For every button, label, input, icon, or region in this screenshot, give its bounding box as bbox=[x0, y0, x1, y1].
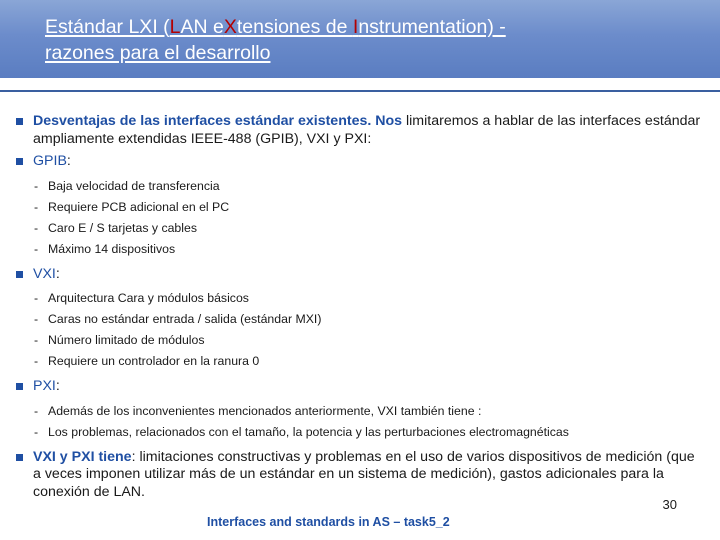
gpib-label: GPIB bbox=[33, 153, 67, 169]
pxi-list bbox=[14, 401, 704, 443]
title-line-1 bbox=[45, 16, 506, 38]
list-item: - Los problemas, relacionados con el tamaño, la potencia y las perturbaciones electromagnéticas bbox=[34, 422, 704, 443]
title-part: nstrumentation) - bbox=[358, 16, 506, 38]
bullet-pxi: PXI: bbox=[14, 378, 704, 396]
dash-icon: - bbox=[34, 199, 39, 214]
bullet-final bbox=[14, 449, 704, 502]
list-item: - Además de los inconvenientes mencionados anteriormente, VXI también tiene : bbox=[34, 401, 704, 422]
list-item: - Número limitado de módulos bbox=[34, 330, 704, 351]
slide-title bbox=[45, 14, 506, 66]
title-bar bbox=[0, 0, 720, 78]
intro-bold: Desventajas de las interfaces estándar existentes. Nos bbox=[33, 113, 403, 129]
title-part-highlight: X bbox=[223, 16, 237, 38]
title-divider bbox=[0, 90, 720, 92]
final-bold: VXI y PXI tiene bbox=[33, 448, 132, 465]
vxi-label: VXI bbox=[33, 265, 56, 282]
dash-icon: - bbox=[34, 178, 39, 193]
bullet-square-icon bbox=[16, 383, 23, 390]
gpib-list bbox=[14, 176, 704, 260]
list-item: - Caro E / S tarjetas y cables bbox=[34, 218, 704, 239]
title-part-highlight: L bbox=[169, 16, 181, 38]
title-part: Estándar LXI ( bbox=[45, 16, 170, 38]
bullet-intro bbox=[14, 113, 704, 148]
dash-icon: - bbox=[34, 354, 39, 368]
dash-icon: - bbox=[34, 220, 39, 235]
list-item: - Caras no estándar entrada / salida (estándar MXI) bbox=[34, 309, 704, 330]
bullet-square-icon bbox=[16, 158, 23, 165]
bullet-vxi: VXI: bbox=[14, 266, 704, 284]
title-part: AN e bbox=[180, 16, 224, 38]
dash-icon: - bbox=[34, 424, 39, 439]
bullet-square-icon bbox=[16, 118, 23, 125]
list-item: - Máximo 14 dispositivos bbox=[34, 239, 704, 260]
dash-icon: - bbox=[34, 241, 39, 256]
title-part: tensiones de bbox=[236, 16, 353, 38]
dash-icon: - bbox=[34, 312, 39, 326]
bullet-square-icon bbox=[16, 271, 23, 278]
dash-icon: - bbox=[34, 403, 39, 418]
title-line-2: razones para el desarrollo bbox=[45, 42, 271, 64]
pxi-label: PXI bbox=[33, 378, 56, 394]
intro-text: limitaremos a hablar de las interfaces estándar ampliamente extendidas IEEE-488 (GPIB), VXI y PXI: bbox=[33, 113, 701, 147]
list-item: - Requiere PCB adicional en el PC bbox=[34, 197, 704, 218]
title-part-highlight: I bbox=[352, 16, 359, 38]
final-text: : limitaciones constructivas y problemas en el uso de varios dispositivos de medición (que a veces imponen utilizar más de un estándar en un sistema de medición), gastos adicionales para la conexión de LAN. bbox=[33, 448, 695, 500]
footer-text: Interfaces and standards in AS – task5_2 bbox=[207, 515, 450, 529]
page-number: 30 bbox=[662, 497, 677, 512]
list-item: - Baja velocidad de transferencia bbox=[34, 176, 704, 197]
bullet-square-icon bbox=[16, 454, 23, 461]
vxi-list bbox=[14, 288, 704, 372]
list-item: - Arquitectura Cara y módulos básicos bbox=[34, 288, 704, 309]
dash-icon: - bbox=[34, 333, 39, 347]
bullet-gpib: GPIB: bbox=[14, 153, 704, 171]
dash-icon: - bbox=[34, 291, 39, 305]
list-item: - Requiere un controlador en la ranura 0 bbox=[34, 351, 704, 372]
slide-body bbox=[14, 113, 704, 506]
